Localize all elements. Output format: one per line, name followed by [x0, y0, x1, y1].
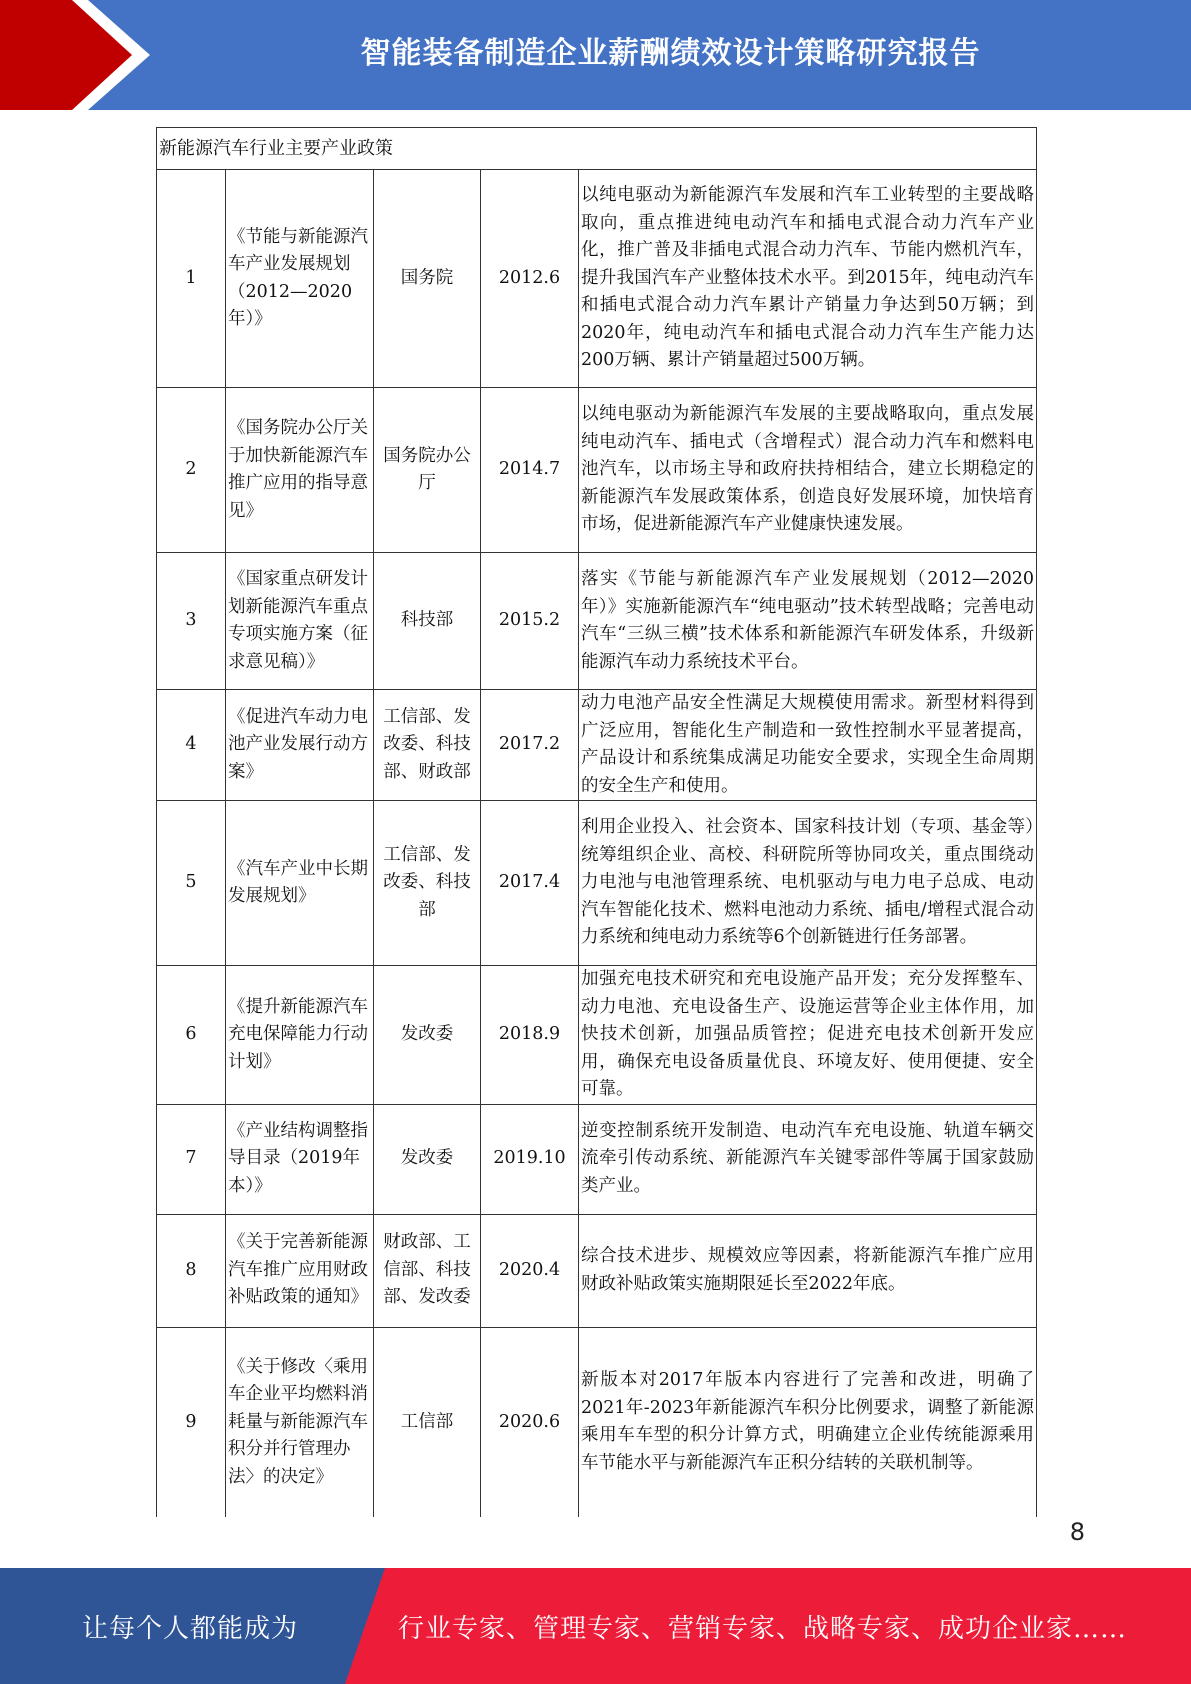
- header-red-chevron: [0, 0, 160, 110]
- policy-name: 《汽车产业中长期发展规划》: [226, 801, 374, 966]
- table-row: [157, 1327, 1037, 1517]
- policy-number: 9: [157, 1327, 226, 1517]
- policy-issuer: 发改委: [374, 966, 481, 1105]
- policy-name: 《产业结构调整指导目录（2019年本）》: [226, 1104, 374, 1214]
- policy-issuer: 国务院: [374, 170, 481, 388]
- policy-issuer: 工信部、发改委、科技部: [374, 801, 481, 966]
- policy-description: 以纯电驱动为新能源汽车发展和汽车工业转型的主要战略取向，重点推进纯电动汽车和插电式混合动力汽车产业化，推广普及非插电式混合动力汽车、节能内燃机汽车，提升我国汽车产业整体技术水平。到2015年，纯电动汽车和插电式混合动力汽车累计产销量力争达到50万辆；到2020年，纯电动汽车和插电式混合动力汽车生产能力达200万辆、累计产销量超过500万辆。: [579, 170, 1037, 388]
- policy-table: [156, 127, 1037, 1517]
- policy-number: 5: [157, 801, 226, 966]
- policy-issuer: 科技部: [374, 553, 481, 690]
- policy-date: 2020.6: [481, 1327, 579, 1517]
- footer-slogan-right: 行业专家、管理专家、营销专家、战略专家、成功企业家……: [398, 1613, 1128, 1644]
- policy-description: 逆变控制系统开发制造、电动汽车充电设施、轨道车辆交流牵引传动系统、新能源汽车关键零部件等属于国家鼓励类产业。: [579, 1104, 1037, 1214]
- policy-issuer: 财政部、工信部、科技部、发改委: [374, 1214, 481, 1327]
- policy-name: 《促进汽车动力电池产业发展行动方案》: [226, 690, 374, 801]
- policy-date: 2017.2: [481, 690, 579, 801]
- policy-name: 《国务院办公厅关于加快新能源汽车推广应用的指导意见》: [226, 388, 374, 553]
- page-header: [0, 0, 1191, 110]
- policy-number: 3: [157, 553, 226, 690]
- policy-number: 1: [157, 170, 226, 388]
- page-number: 8: [1069, 1518, 1085, 1546]
- policy-description: 加强充电技术研究和充电设施产品开发；充分发挥整车、动力电池、充电设备生产、设施运营等企业主体作用，加快技术创新，加强品质管控；促进充电技术创新开发应用，确保充电设备质量优良、环境友好、使用便捷、安全可靠。: [579, 966, 1037, 1105]
- policy-issuer: 发改委: [374, 1104, 481, 1214]
- policy-date: 2017.4: [481, 801, 579, 966]
- policy-name: 《关于完善新能源汽车推广应用财政补贴政策的通知》: [226, 1214, 374, 1327]
- table-row: [157, 690, 1037, 801]
- table-row: [157, 170, 1037, 388]
- policy-name: 《国家重点研发计划新能源汽车重点专项实施方案（征求意见稿）》: [226, 553, 374, 690]
- table-row: [157, 1104, 1037, 1214]
- report-title: 智能装备制造企业薪酬绩效设计策略研究报告: [360, 36, 981, 71]
- table-row: [157, 966, 1037, 1105]
- policy-date: 2019.10: [481, 1104, 579, 1214]
- page-footer: [0, 1568, 1191, 1684]
- policy-number: 7: [157, 1104, 226, 1214]
- policy-description: 新版本对2017年版本内容进行了完善和改进，明确了2021年-2023年新能源汽车积分比例要求，调整了新能源乘用车车型的积分计算方式，明确建立企业传统能源乘用车节能水平与新能源汽车正积分结转的关联机制等。: [579, 1327, 1037, 1517]
- table-caption: 新能源汽车行业主要产业政策: [157, 128, 1037, 170]
- policy-number: 6: [157, 966, 226, 1105]
- policy-issuer: 工信部、发改委、科技部、财政部: [374, 690, 481, 801]
- policy-name: 《关于修改〈乘用车企业平均燃料消耗量与新能源汽车积分并行管理办法〉的决定》: [226, 1327, 374, 1517]
- table-row: [157, 388, 1037, 553]
- policy-name: 《节能与新能源汽车产业发展规划（2012—2020年）》: [226, 170, 374, 388]
- policy-description: 以纯电驱动为新能源汽车发展的主要战略取向，重点发展纯电动汽车、插电式（含增程式）混合动力汽车和燃料电池汽车，以市场主导和政府扶持相结合，建立长期稳定的新能源汽车发展政策体系，创造良好发展环境，加快培育市场，促进新能源汽车产业健康快速发展。: [579, 388, 1037, 553]
- footer-slogan-left: 让每个人都能成为: [81, 1613, 298, 1644]
- policy-number: 4: [157, 690, 226, 801]
- table-caption-row: [157, 128, 1037, 170]
- policy-description: 落实《节能与新能源汽车产业发展规划（2012—2020年）》实施新能源汽车“纯电驱动”技术转型战略；完善电动汽车“三纵三横”技术体系和新能源汽车研发体系，升级新能源汽车动力系统技术平台。: [579, 553, 1037, 690]
- policy-date: 2014.7: [481, 388, 579, 553]
- policy-number: 2: [157, 388, 226, 553]
- policy-description: 动力电池产品安全性满足大规模使用需求。新型材料得到广泛应用，智能化生产制造和一致性控制水平显著提高，产品设计和系统集成满足功能安全要求，实现全生命周期的安全生产和使用。: [579, 690, 1037, 801]
- policy-issuer: 工信部: [374, 1327, 481, 1517]
- table-row: [157, 553, 1037, 690]
- policy-description: 利用企业投入、社会资本、国家科技计划（专项、基金等）统筹组织企业、高校、科研院所等协同攻关，重点围绕动力电池与电池管理系统、电机驱动与电力电子总成、电动汽车智能化技术、燃料电池动力系统、插电/增程式混合动力系统和纯电动力系统等6个创新链进行任务部署。: [579, 801, 1037, 966]
- policy-issuer: 国务院办公厅: [374, 388, 481, 553]
- table-row: [157, 801, 1037, 966]
- policy-name: 《提升新能源汽车充电保障能力行动计划》: [226, 966, 374, 1105]
- table-row: [157, 1214, 1037, 1327]
- policy-description: 综合技术进步、规模效应等因素，将新能源汽车推广应用财政补贴政策实施期限延长至2022年底。: [579, 1214, 1037, 1327]
- policy-date: 2012.6: [481, 170, 579, 388]
- policy-date: 2020.4: [481, 1214, 579, 1327]
- policy-number: 8: [157, 1214, 226, 1327]
- policy-date: 2018.9: [481, 966, 579, 1105]
- policy-date: 2015.2: [481, 553, 579, 690]
